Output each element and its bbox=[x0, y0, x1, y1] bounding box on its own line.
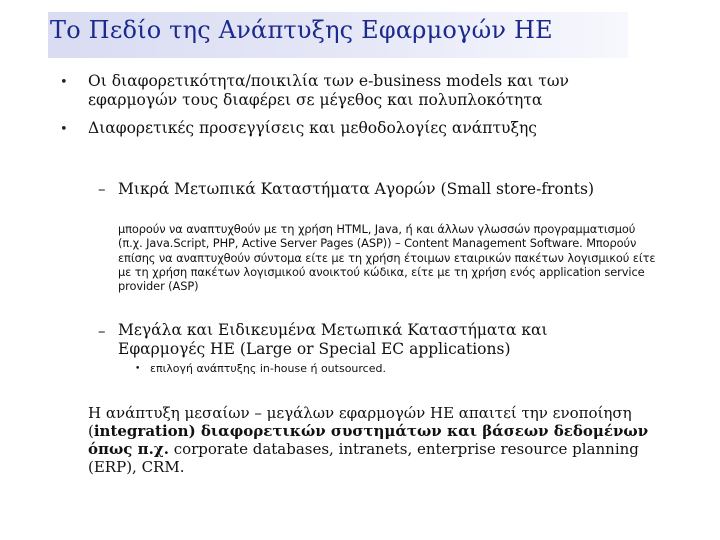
bullet-marker: • bbox=[60, 122, 68, 137]
closing-paragraph bbox=[88, 404, 688, 476]
subitem-small-store-fronts: Μικρά Μετωπικά Καταστήματα Αγορών (Small store-fronts) bbox=[118, 180, 595, 198]
tiny-bullet-marker: • bbox=[135, 364, 141, 374]
subitem-large-applications bbox=[118, 321, 678, 359]
closing-part1: Η ανάπτυξη μεσαίων – μεγάλων εφαρμογών ΗΕ απαιτεί την ενοποίηση ( bbox=[88, 404, 632, 440]
large-apps-detail: επιλογή ανάπτυξης in-house ή outsourced. bbox=[150, 362, 386, 375]
bullet-business-models bbox=[88, 72, 648, 110]
bullet-marker: • bbox=[60, 75, 68, 90]
dash-marker: – bbox=[98, 180, 106, 198]
bullet-line: Οι διαφορετικότητα/ποικιλία των e-business models και των bbox=[88, 72, 569, 90]
subitem-line: Μεγάλα και Ειδικευμένα Μετωπικά Καταστήματα και bbox=[118, 321, 548, 339]
bullet-approaches: Διαφορετικές προσεγγίσεις και μεθοδολογίες ανάπτυξης bbox=[88, 119, 537, 137]
subitem-line: Εφαρμογές ΗΕ (Large or Special EC applications) bbox=[118, 340, 511, 358]
slide-title: Το Πεδίο της Ανάπτυξης Εφαρμογών ΗΕ bbox=[50, 16, 553, 44]
dash-marker: – bbox=[98, 322, 106, 340]
closing-bold: integration) διαφορετικών συστημάτων και βάσεων δεδομένων όπως π.χ. bbox=[88, 422, 649, 458]
bullet-line: εφαρμογών τους διαφέρει σε μέγεθος και πολυπλοκότητα bbox=[88, 91, 543, 109]
closing-part2: corporate databases, intranets, enterprise resource planning (ERP), CRM. bbox=[88, 440, 639, 476]
store-fronts-detail: μπορούν να αναπτυχθούν με τη χρήση HTML, Java, ή και άλλων γλωσσών προγραμματισμού (π.χ. Java.Script, PHP, Active Server Pages (ASP)) – Content Management Software. Μπορούν επίσης να αναπτυχθούν σύντομα είτε με τη χρήση έτοιμων εταιρικών πακέτων λογισμικού είτε με τη χρήση πακέτων λογισμικού ανοικτού κώδικα, είτε με τη χρήση ενός application service provider (ASP) bbox=[118, 222, 656, 294]
